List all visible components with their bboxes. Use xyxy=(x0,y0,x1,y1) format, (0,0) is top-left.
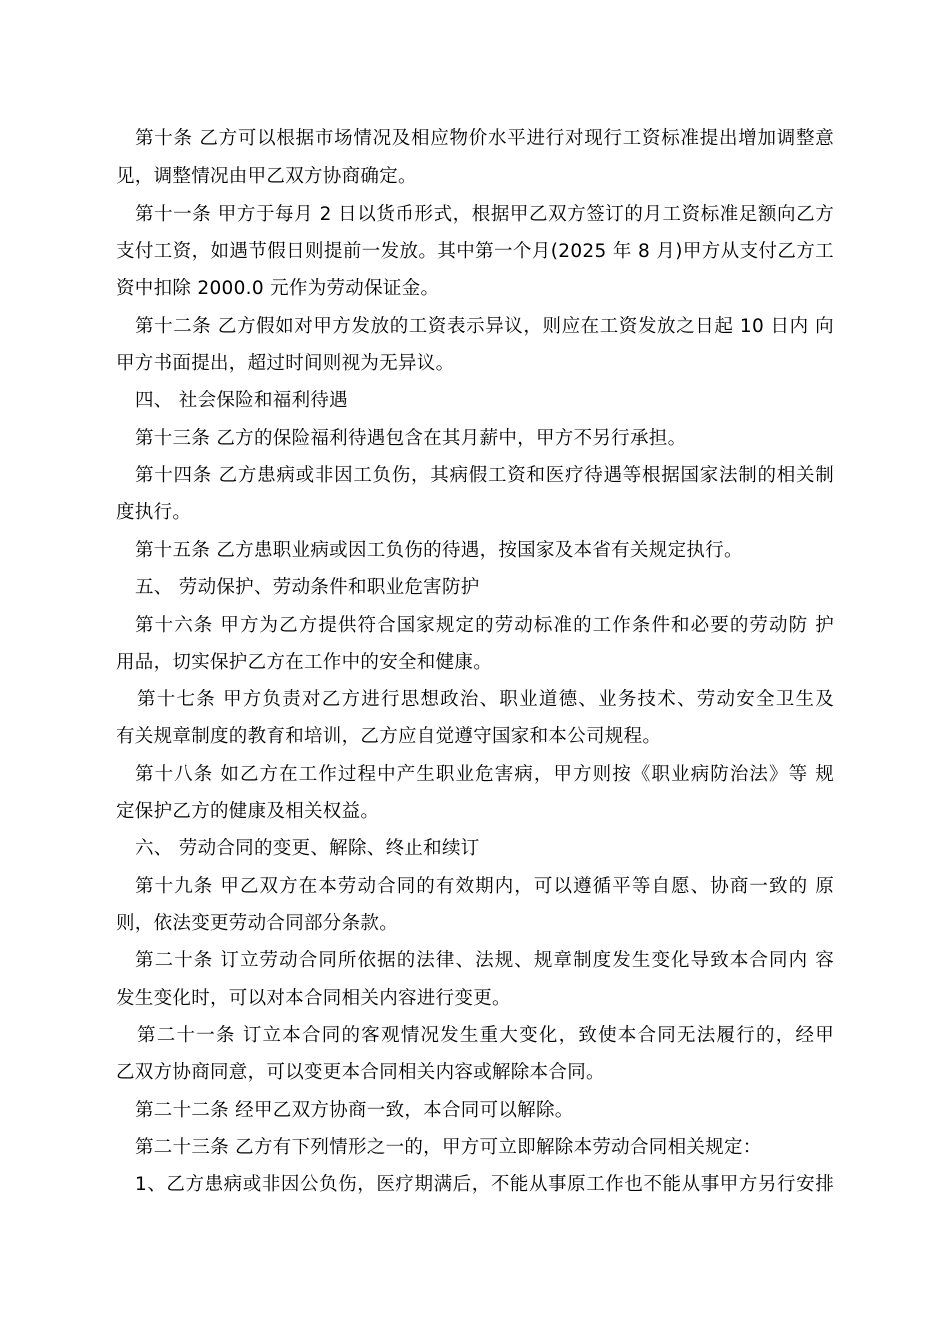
text-line: 第十六条 甲方为乙方提供符合国家规定的劳动标准的工作条件和必要的劳动防 护 xyxy=(135,615,834,636)
text-line: 第十八条 如乙方在工作过程中产生职业危害病，甲方则按《职业病防治法》等 规 xyxy=(135,764,834,785)
text-line: 第十一条 甲方于每月 2 日以货币形式，根据甲乙双方签订的月工资标准足额向乙方 xyxy=(135,204,834,225)
text-line: 第二十三条 乙方有下列情形之一的，甲方可立即解除本劳动合同相关规定： xyxy=(135,1137,762,1158)
section-heading: 六、 劳动合同的变更、解除、终止和续订 xyxy=(135,838,480,859)
text-line: 则，依法变更劳动合同部分条款。 xyxy=(116,913,399,934)
text-line: 有关规章制度的教育和培训，乙方应自觉遵守国家和本公司规程。 xyxy=(116,726,662,747)
text-line: 第二十条 订立劳动合同所依据的法律、法规、规章制度发生变化导致本合同内 容 xyxy=(135,950,834,971)
text-line: 见，调整情况由甲乙双方协商确定。 xyxy=(116,166,417,187)
text-line: 1、乙方患病或非因公负伤，医疗期满后，不能从事原工作也不能从事甲方另行安排 xyxy=(135,1174,834,1195)
text-line: 甲方书面提出，超过时间则视为无异议。 xyxy=(116,353,455,374)
section-heading: 四、 社会保险和福利待遇 xyxy=(135,390,348,411)
text-line: 乙双方协商同意，可以变更本合同相关内容或解除本合同。 xyxy=(116,1062,605,1083)
text-line: 第十七条 甲方负责对乙方进行思想政治、职业道德、业务技术、劳动安全卫生及 xyxy=(137,689,834,710)
text-line: 第十三条 乙方的保险福利待遇包含在其月薪中，甲方不另行承担。 xyxy=(135,428,687,449)
text-line: 第十条 乙方可以根据市场情况及相应物价水平进行对现行工资标准提出增加调整意 xyxy=(135,128,834,149)
text-line: 定保护乙方的健康及相关权益。 xyxy=(116,801,380,822)
section-heading: 五、 劳动保护、劳动条件和职业危害防护 xyxy=(135,577,480,598)
text-line: 第二十一条 订立本合同的客观情况发生重大变化，致使本合同无法履行的，经甲 xyxy=(137,1025,834,1046)
text-line: 度执行。 xyxy=(116,502,192,523)
text-line: 第十四条 乙方患病或非因工负伤，其病假工资和医疗待遇等根据国家法制的相关制 xyxy=(135,465,834,486)
text-line: 支付工资，如遇节假日则提前一发放。其中第一个月(2025 年 8 月)甲方从支付乙方工 xyxy=(116,241,834,262)
text-line: 资中扣除 2000.0 元作为劳动保证金。 xyxy=(116,278,440,299)
text-line: 第二十二条 经甲乙双方协商一致，本合同可以解除。 xyxy=(135,1100,574,1121)
text-line: 第十九条 甲乙双方在本劳动合同的有效期内，可以遵循平等自愿、协商一致的 原 xyxy=(135,876,834,897)
text-line: 第十五条 乙方患职业病或因工负伤的待遇，按国家及本省有关规定执行。 xyxy=(135,540,743,561)
text-line: 第十二条 乙方假如对甲方发放的工资表示异议，则应在工资发放之日起 10 日内 向 xyxy=(135,316,834,337)
text-line: 用品，切实保护乙方在工作中的安全和健康。 xyxy=(116,652,493,673)
text-line: 发生变化时，可以对本合同相关内容进行变更。 xyxy=(116,988,511,1009)
